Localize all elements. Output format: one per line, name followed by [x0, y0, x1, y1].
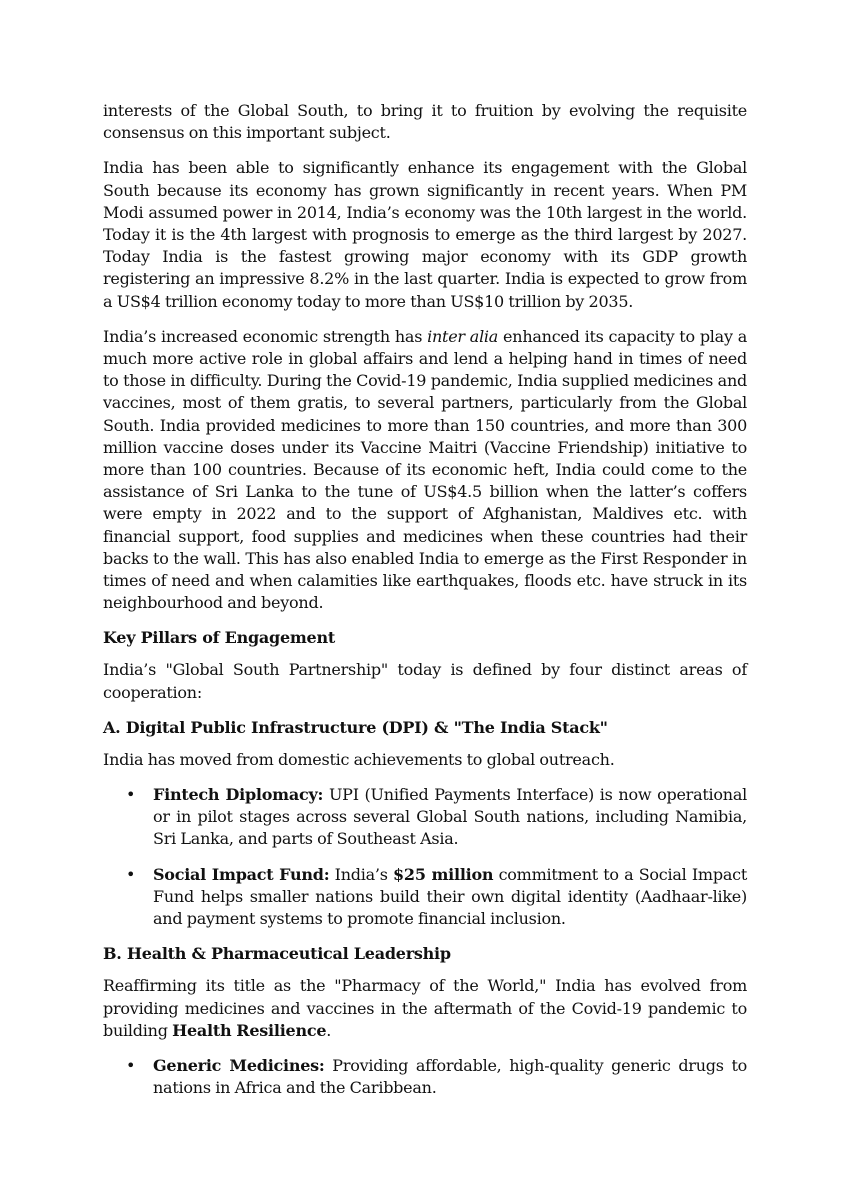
list-item-fintech-diplomacy: • Fintech Diplomacy: UPI (Unified Payments Interface) is now operational or in pilot stages across several Global South nations, including Namibia, Sri Lanka, and parts of Southeast Asia.: [126, 785, 747, 849]
heading-section-b: B. Health & Pharmaceutical Leadership: [103, 944, 451, 964]
bullet-label: Fintech Diplomacy:: [153, 785, 324, 805]
heading-section-a: A. Digital Public Infrastructure (DPI) & "The India Stack": [103, 717, 608, 737]
italic-inter-alia: inter alia: [427, 326, 499, 346]
bold-amount: $25 million: [393, 864, 494, 884]
bullet-label: Social Impact Fund:: [153, 864, 330, 884]
paragraph-section-a-intro: India has moved from domestic achievements to global outreach.: [103, 749, 615, 769]
bold-health-resilience: Health Resilience: [172, 1020, 327, 1040]
bullet-icon: •: [126, 1055, 136, 1075]
bullet-list-section-a: [103, 784, 747, 930]
bullet-icon: •: [126, 864, 136, 884]
heading-key-pillars: Key Pillars of Engagement: [103, 628, 335, 648]
bullet-icon: •: [126, 785, 136, 805]
paragraph-economy-growth: India has been able to significantly enhance its engagement with the Global South because its economy has grown significantly in recent years. When PM Modi assumed power in 2014, India’s economy was the 10th largest in the world. Today it is the 4th largest with prognosis to emerge as the third largest by 2027. Today India is the fastest growing major economy with its GDP growth registering an impressive 8.2% in the last quarter. India is expected to grow from a US$4 trillion economy today to more than US$10 trillion by 2035.: [103, 158, 747, 311]
list-item-social-impact-fund: • Social Impact Fund: India’s $25 million commitment to a Social Impact Fund helps smaller nations build their own digital identity (Aadhaar-like) and payment systems to promote financial inclusion.: [126, 864, 747, 929]
paragraph-section-b-intro: Reaffirming its title as the "Pharmacy of the World," India has evolved from providing medicines and vaccines in the aftermath of the Covid-19 pandemic to building Health Resilience.: [103, 976, 747, 1040]
paragraph-global-south-consensus: interests of the Global South, to bring it to fruition by evolving the requisite consensus on this important subject.: [103, 101, 747, 143]
paragraph-economic-strength: India’s increased economic strength has inter alia enhanced its capacity to play a much more active role in global affairs and lend a helping hand in times of need to those in difficulty. During the Covid-19 pandemic, India supplied medicines and vaccines, most of them gratis, to several partners, particularly from the Global South. India provided medicines to more than 150 countries, and more than 300 million vaccine doses under its Vaccine Maitri (Vaccine Friendship) initiative to more than 100 countries. Because of its economic heft, India could come to the assistance of Sri Lanka to the tune of US$4.5 billion when the latter’s coffers were empty in 2022 and to the support of Afghanistan, Maldives etc. with financial support, food supplies and medicines when these countries had their backs to the wall. This has also enabled India to emerge as the First Responder in times of need and when calamities like earthquakes, floods etc. have struck in its neighbourhood and beyond.: [103, 326, 747, 613]
bullet-label: Generic Medicines:: [153, 1055, 325, 1075]
bullet-list-section-b: [103, 1055, 747, 1099]
paragraph-pillars-intro: India’s "Global South Partnership" today is defined by four distinct areas of cooperation:: [103, 660, 747, 702]
list-item-generic-medicines: • Generic Medicines: Providing affordable, high-quality generic drugs to nations in Africa and the Caribbean.: [126, 1055, 748, 1098]
